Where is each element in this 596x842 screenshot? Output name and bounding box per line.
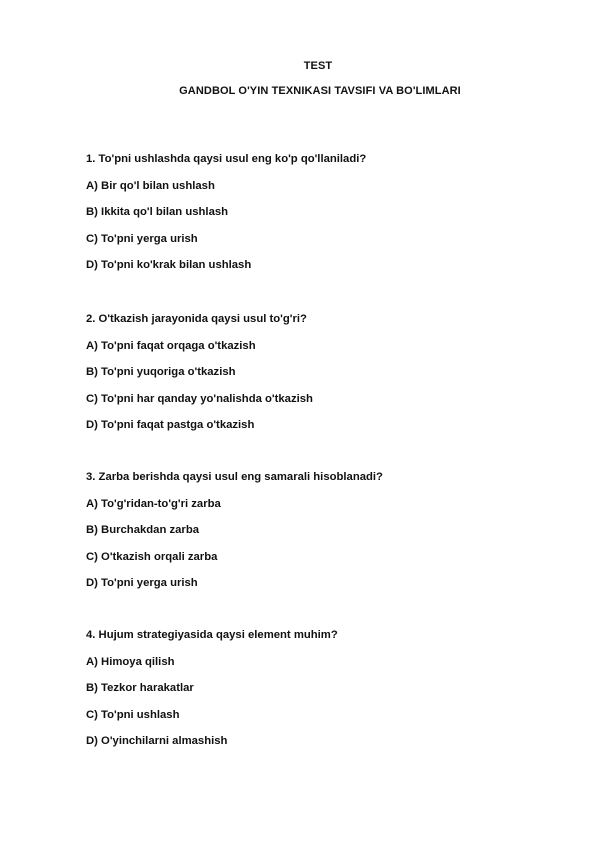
question-2-text: 2. O'tkazish jarayonida qaysi usul to'g'ri? [86, 313, 307, 325]
question-1-option-c: C) To'pni yerga urish [86, 232, 198, 245]
question-3-text: 3. Zarba berishda qaysi usul eng samarali hisoblanadi? [86, 471, 383, 483]
question-2-option-d: D) To'pni faqat pastga o'tkazish [86, 419, 255, 431]
question-4-text: 4. Hujum strategiyasida qaysi element muhim? [86, 629, 338, 641]
question-4-option-a: A) Himoya qilish [86, 655, 175, 668]
question-2-option-a: A) To'pni faqat orqaga o'tkazish [86, 339, 256, 352]
question-1-option-b: B) Ikkita qo'l bilan ushlash [86, 206, 229, 218]
question-block-4 [86, 628, 546, 748]
question-2-option-c: C) To'pni har qanday yo'nalishda o'tkazish [86, 392, 313, 405]
question-1-option-d: D) To'pni ko'krak bilan ushlash [86, 259, 252, 271]
question-3-option-b: B) Burchakdan zarba [86, 524, 199, 536]
question-1-text: 1. To'pni ushlashda qaysi usul eng ko'p qo'llaniladi? [86, 153, 367, 165]
question-3-option-a: A) To'g'ridan-to'g'ri zarba [86, 497, 221, 510]
document-subtitle: GANDBOL O'YIN TEXNIKASI TAVSIFI VA BO'LIMLARI [179, 85, 461, 97]
question-block-3 [86, 470, 546, 590]
question-1-option-a: A) Bir qo'l bilan ushlash [86, 179, 215, 192]
question-3-option-d: D) To'pni yerga urish [86, 577, 198, 589]
question-4-option-c: C) To'pni ushlash [86, 708, 180, 721]
question-2-option-b: B) To'pni yuqoriga o'tkazish [86, 366, 236, 378]
document-title: TEST [303, 60, 333, 72]
question-3-option-c: C) O'tkazish orqali zarba [86, 550, 218, 563]
question-block-2 [86, 312, 546, 432]
question-4-option-b: B) Tezkor harakatlar [86, 682, 194, 694]
question-4-option-d: D) O'yinchilarni almashish [86, 735, 228, 747]
question-block-1 [86, 152, 546, 272]
